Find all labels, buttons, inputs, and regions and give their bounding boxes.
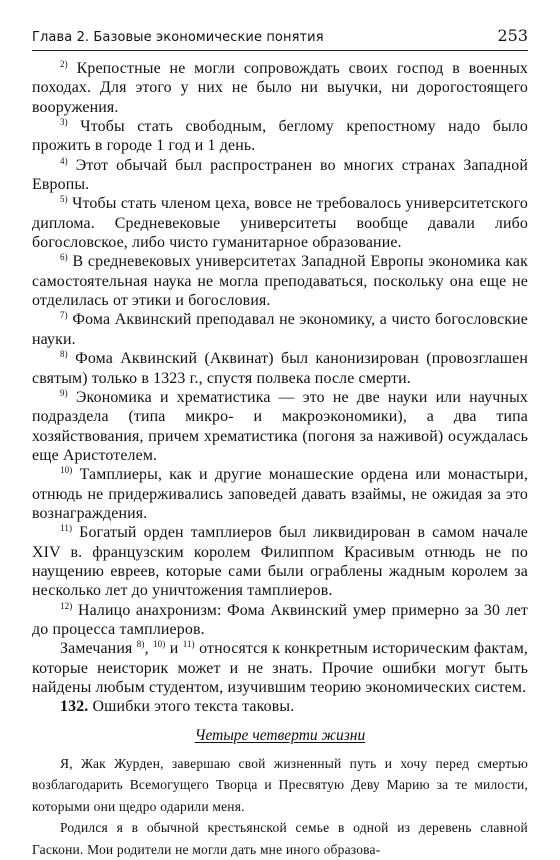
footnote-text: Фома Аквинский (Аквинат) был канонизирован (провозглашен святым) только в 1323 г., спустя полвека после смерти. (32, 350, 529, 387)
footnotes-list (32, 59, 528, 717)
footnote-marker: 6) (60, 252, 68, 263)
item-number: 132. (60, 698, 89, 716)
footnote-marker: 2) (60, 59, 68, 69)
story-paragraph: Родился я в обычной крестьянской семье в одной из деревень славной Гаскони. Мои родители не могли дать мне иного образова- (32, 820, 528, 857)
footnote (32, 388, 528, 465)
running-header (32, 26, 528, 51)
footnote-text: Этот обычай был распространен во многих странах Западной Европы. (32, 156, 528, 194)
story-paragraph: Я, Жак Журден, завершаю свой жизненный путь и хочу перед смертью возблагодарить Всемогущего Творца и Пресвятую Деву Марию за те милости, которыми они щедро одарили меня. (32, 755, 528, 814)
page-number: 253 (497, 26, 528, 45)
footnote-reference: 10) (152, 639, 166, 650)
footnote (32, 601, 528, 640)
footnote-marker: 12) (60, 600, 73, 611)
footnote-marker: 9) (60, 387, 68, 398)
remark-text: относятся к конкретным историческим фактам, которые неисторик может и не знать. Прочие ошибки могут быть найдены любым студентом, изучившим теорию экономических систем. (32, 640, 529, 696)
footnote-text: Чтобы стать свободным, беглому крепостному надо было прожить в городе 1 год и 1 день. (32, 118, 529, 155)
remark-prefix: Замечания (60, 640, 133, 658)
footnote-text: Богатый орден тамплиеров был ликвидирован в самом начале XIV в. французским королем Филиппом Красивым отнюдь не по наущению евреев, которые сами были ограблены жадным королем за несколько лет до уничтожения тамплиеров. (32, 524, 528, 600)
footnote-marker: 8) (60, 349, 68, 360)
footnote (32, 194, 528, 252)
section-title: Четыре четверти жизни (194, 726, 366, 744)
footnote-marker: 7) (60, 310, 68, 321)
numbered-item (32, 697, 528, 716)
footnote-marker: 10) (60, 465, 73, 476)
footnote (32, 252, 528, 310)
footnote-text: В средневековых университетах Западной Европы экономика как самостоятельная наука не могла преподаваться, поскольку она еще не отделилась от этики и богословия. (32, 253, 528, 310)
story-body (32, 753, 528, 860)
footnote (32, 465, 528, 523)
remark-conjunction: и (169, 640, 179, 658)
footnote-marker: 4) (60, 155, 68, 166)
footnote-text: Чтобы стать членом цеха, вовсе не требовалось университетского диплома. Средневековые университеты вообще давали либо богословское, либо чисто гуманитарное образование. (32, 195, 528, 252)
footnote-text: Экономика и хрематистика — это не две науки или научных подраздела (типа микро- и макроэкономики), а два типа хозяйствования, причем хрематистика (погоня за наживой) осуждалась еще Аристотелем. (32, 388, 528, 464)
footnote (32, 349, 528, 388)
footnote (32, 310, 528, 349)
book-page (32, 26, 528, 860)
footnote (32, 59, 528, 117)
footnote-marker: 3) (60, 117, 68, 128)
footnote (32, 156, 528, 195)
footnote-text: Фома Аквинский преподавал не экономику, а чисто богословские науки. (32, 311, 529, 348)
footnote-marker: 11) (60, 523, 73, 534)
footnote-text: Налицо анахронизм: Фома Аквинский умер примерно за 30 лет до процесса тамплиеров. (32, 601, 528, 638)
remark-separator: , (144, 640, 149, 658)
footnote-text: Тамплиеры, как и другие монашеские ордена или монастыри, отнюдь не придерживались заповедей давать взаймы, не ожидая за это вознаграждения. (32, 466, 529, 522)
item-text: Ошибки этого текста таковы. (92, 698, 295, 716)
footnote (32, 523, 528, 600)
footnote-marker: 5) (60, 194, 68, 205)
footnote-reference: 11) (182, 639, 195, 650)
footnote-reference: 8) (136, 639, 145, 650)
footnote-text: Крепостные не могли сопровождать своих господ в военных походах. Для этого у них не было ни выучки, ни дорогостоящего вооружения. (32, 60, 528, 116)
remark-paragraph (32, 639, 528, 697)
footnote (32, 117, 528, 156)
chapter-title: Глава 2. Базовые экономические понятия (32, 30, 324, 45)
